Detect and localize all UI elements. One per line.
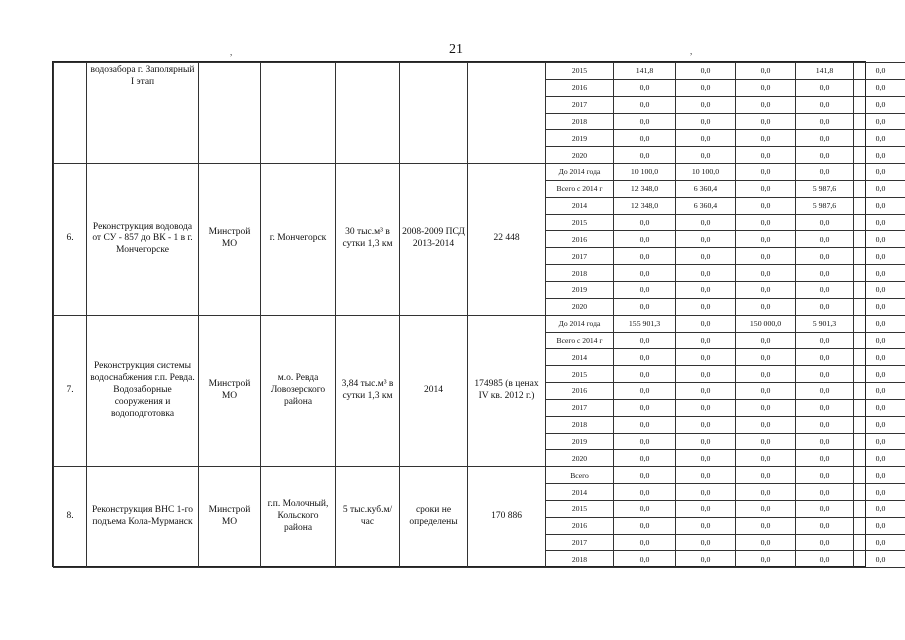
federal-budget-value: 0,0 [676,551,736,568]
local-budget-value: 0,0 [796,433,854,450]
total-value: 0,0 [614,231,676,248]
regional-budget-value: 0,0 [736,517,796,534]
regional-budget-value: 0,0 [736,231,796,248]
location: м.о. Ревда Ловозерского района [261,315,336,467]
total-value: 0,0 [614,130,676,147]
extra-budget-value: 0,0 [854,164,905,181]
year-cell: 2016 [546,383,614,400]
total-value: 0,0 [614,517,676,534]
extra-budget-value: 0,0 [854,315,905,332]
regional-budget-value: 0,0 [736,147,796,164]
item-number: 6. [54,164,87,316]
extra-budget-value: 0,0 [854,180,905,197]
estimated-cost [468,63,546,164]
regional-budget-value: 0,0 [736,248,796,265]
federal-budget-value: 0,0 [676,63,736,80]
local-budget-value: 0,0 [796,113,854,130]
total-value: 0,0 [614,281,676,298]
total-value: 0,0 [614,484,676,501]
extra-budget-value: 0,0 [854,214,905,231]
regional-budget-value: 0,0 [736,551,796,568]
item-number: 7. [54,315,87,467]
extra-budget-value: 0,0 [854,96,905,113]
federal-budget-value: 0,0 [676,113,736,130]
year-cell: 2014 [546,484,614,501]
regional-budget-value: 0,0 [736,467,796,484]
federal-budget-value: 0,0 [676,96,736,113]
table-row [54,63,905,80]
extra-budget-value: 0,0 [854,63,905,80]
scan-speck: , [690,46,693,56]
year-cell: 2015 [546,366,614,383]
table-row [54,315,905,332]
local-budget-value: 0,0 [796,383,854,400]
year-cell: Всего с 2014 г [546,332,614,349]
federal-budget-value: 0,0 [676,130,736,147]
total-value: 155 901,3 [614,315,676,332]
regional-budget-value: 0,0 [736,416,796,433]
regional-budget-value: 0,0 [736,332,796,349]
year-cell: Всего с 2014 г [546,180,614,197]
table-row [54,467,905,484]
total-value: 0,0 [614,399,676,416]
estimated-cost: 174985 (в ценах IV кв. 2012 г.) [468,315,546,467]
local-budget-value: 0,0 [796,551,854,568]
regional-budget-value: 0,0 [736,130,796,147]
local-budget-value: 0,0 [796,366,854,383]
year-cell: 2015 [546,214,614,231]
extra-budget-value: 0,0 [854,113,905,130]
year-cell: 2018 [546,113,614,130]
federal-budget-value: 0,0 [676,433,736,450]
year-cell: 2019 [546,281,614,298]
total-value: 0,0 [614,332,676,349]
responsible-org: Минстрой МО [199,164,261,316]
regional-budget-value: 0,0 [736,383,796,400]
project-name: Реконструкция системы водоснабжения г.п. Ревда. Водозаборные сооружения и водоподготовка [87,315,199,467]
local-budget-value: 5 987,6 [796,180,854,197]
year-cell: Всего [546,467,614,484]
year-cell: 2020 [546,450,614,467]
project-name: водозабора г. Заполярный I этап [87,63,199,164]
extra-budget-value: 0,0 [854,231,905,248]
table-grid [53,62,905,568]
regional-budget-value: 0,0 [736,265,796,282]
extra-budget-value: 0,0 [854,416,905,433]
estimated-cost: 22 448 [468,164,546,316]
federal-budget-value: 0,0 [676,349,736,366]
federal-budget-value: 0,0 [676,147,736,164]
year-cell: 2015 [546,63,614,80]
federal-budget-value: 0,0 [676,416,736,433]
regional-budget-value: 0,0 [736,281,796,298]
extra-budget-value: 0,0 [854,383,905,400]
total-value: 0,0 [614,147,676,164]
item-number [54,63,87,164]
year-cell: 2017 [546,399,614,416]
total-value: 0,0 [614,467,676,484]
capacity [336,63,400,164]
implementation-period: сроки не определены [400,467,468,568]
local-budget-value: 0,0 [796,248,854,265]
local-budget-value: 0,0 [796,534,854,551]
location: г.п. Молочный, Кольского района [261,467,336,568]
capacity: 30 тыс.м³ в сутки 1,3 км [336,164,400,316]
total-value: 0,0 [614,96,676,113]
federal-budget-value: 0,0 [676,484,736,501]
year-cell: 2018 [546,551,614,568]
total-value: 0,0 [614,113,676,130]
total-value: 0,0 [614,79,676,96]
federal-budget-value: 0,0 [676,79,736,96]
year-cell: До 2014 года [546,315,614,332]
regional-budget-value: 0,0 [736,433,796,450]
extra-budget-value: 0,0 [854,79,905,96]
regional-budget-value: 0,0 [736,500,796,517]
year-cell: 2019 [546,130,614,147]
federal-budget-value: 0,0 [676,231,736,248]
extra-budget-value: 0,0 [854,332,905,349]
implementation-period: 2014 [400,315,468,467]
local-budget-value: 0,0 [796,298,854,315]
extra-budget-value: 0,0 [854,197,905,214]
total-value: 0,0 [614,416,676,433]
extra-budget-value: 0,0 [854,433,905,450]
total-value: 0,0 [614,551,676,568]
year-cell: 2020 [546,147,614,164]
local-budget-value: 0,0 [796,450,854,467]
regional-budget-value: 0,0 [736,298,796,315]
local-budget-value: 0,0 [796,416,854,433]
local-budget-value: 0,0 [796,147,854,164]
year-cell: 2018 [546,265,614,282]
extra-budget-value: 0,0 [854,366,905,383]
project-name: Реконструкция водовода от СУ - 857 до ВК - 1 в г. Мончегорске [87,164,199,316]
local-budget-value: 0,0 [796,96,854,113]
extra-budget-value: 0,0 [854,500,905,517]
federal-budget-value: 0,0 [676,265,736,282]
year-cell: 2016 [546,79,614,96]
local-budget-value: 5 901,3 [796,315,854,332]
location: г. Мончегорск [261,164,336,316]
extra-budget-value: 0,0 [854,534,905,551]
local-budget-value: 0,0 [796,349,854,366]
federal-budget-value: 0,0 [676,298,736,315]
federal-budget-value: 0,0 [676,315,736,332]
regional-budget-value: 0,0 [736,79,796,96]
federal-budget-value: 0,0 [676,500,736,517]
total-value: 12 348,0 [614,197,676,214]
regional-budget-value: 0,0 [736,113,796,130]
responsible-org: Минстрой МО [199,315,261,467]
regional-budget-value: 0,0 [736,399,796,416]
federal-budget-value: 6 360,4 [676,197,736,214]
extra-budget-value: 0,0 [854,551,905,568]
total-value: 0,0 [614,265,676,282]
extra-budget-value: 0,0 [854,298,905,315]
extra-budget-value: 0,0 [854,147,905,164]
local-budget-value: 141,8 [796,63,854,80]
extra-budget-value: 0,0 [854,450,905,467]
extra-budget-value: 0,0 [854,517,905,534]
total-value: 0,0 [614,349,676,366]
regional-budget-value: 0,0 [736,450,796,467]
table-row [54,164,905,181]
local-budget-value: 0,0 [796,231,854,248]
implementation-period: 2008-2009 ПСД 2013-2014 [400,164,468,316]
federal-budget-value: 0,0 [676,450,736,467]
regional-budget-value: 0,0 [736,484,796,501]
year-cell: 2015 [546,500,614,517]
local-budget-value: 0,0 [796,130,854,147]
local-budget-value: 0,0 [796,281,854,298]
federal-budget-value: 0,0 [676,467,736,484]
total-value: 12 348,0 [614,180,676,197]
total-value: 0,0 [614,383,676,400]
year-cell: 2016 [546,231,614,248]
extra-budget-value: 0,0 [854,281,905,298]
extra-budget-value: 0,0 [854,484,905,501]
total-value: 10 100,0 [614,164,676,181]
regional-budget-value: 0,0 [736,164,796,181]
capacity: 3,84 тыс.м³ в сутки 1,3 км [336,315,400,467]
regional-budget-value: 150 000,0 [736,315,796,332]
extra-budget-value: 0,0 [854,130,905,147]
year-cell: 2017 [546,248,614,265]
federal-budget-value: 0,0 [676,248,736,265]
year-cell: 2019 [546,433,614,450]
federal-budget-value: 0,0 [676,534,736,551]
local-budget-value: 0,0 [796,500,854,517]
total-value: 0,0 [614,450,676,467]
total-value: 0,0 [614,214,676,231]
total-value: 0,0 [614,534,676,551]
page-number: 21 [449,42,463,57]
location [261,63,336,164]
federal-budget-value: 0,0 [676,332,736,349]
year-cell: 2014 [546,349,614,366]
regional-budget-value: 0,0 [736,534,796,551]
regional-budget-value: 0,0 [736,180,796,197]
year-cell: 2016 [546,517,614,534]
local-budget-value: 0,0 [796,214,854,231]
year-cell: 2017 [546,96,614,113]
total-value: 0,0 [614,366,676,383]
total-value: 141,8 [614,63,676,80]
regional-budget-value: 0,0 [736,349,796,366]
federal-budget-value: 0,0 [676,214,736,231]
investment-table [52,61,886,567]
implementation-period [400,63,468,164]
local-budget-value: 5 987,6 [796,197,854,214]
extra-budget-value: 0,0 [854,467,905,484]
local-budget-value: 0,0 [796,332,854,349]
project-name: Реконструкция ВНС 1-го подъема Кола-Мурманск [87,467,199,568]
total-value: 0,0 [614,298,676,315]
federal-budget-value: 0,0 [676,366,736,383]
local-budget-value: 0,0 [796,265,854,282]
federal-budget-value: 10 100,0 [676,164,736,181]
extra-budget-value: 0,0 [854,349,905,366]
capacity: 5 тыс.куб.м/час [336,467,400,568]
local-budget-value: 0,0 [796,517,854,534]
local-budget-value: 0,0 [796,164,854,181]
total-value: 0,0 [614,433,676,450]
local-budget-value: 0,0 [796,484,854,501]
item-number: 8. [54,467,87,568]
year-cell: До 2014 года [546,164,614,181]
regional-budget-value: 0,0 [736,366,796,383]
federal-budget-value: 0,0 [676,517,736,534]
federal-budget-value: 0,0 [676,383,736,400]
year-cell: 2020 [546,298,614,315]
federal-budget-value: 6 360,4 [676,180,736,197]
year-cell: 2017 [546,534,614,551]
regional-budget-value: 0,0 [736,96,796,113]
local-budget-value: 0,0 [796,399,854,416]
extra-budget-value: 0,0 [854,265,905,282]
responsible-org [199,63,261,164]
responsible-org: Минстрой МО [199,467,261,568]
regional-budget-value: 0,0 [736,214,796,231]
year-cell: 2014 [546,197,614,214]
year-cell: 2018 [546,416,614,433]
extra-budget-value: 0,0 [854,399,905,416]
federal-budget-value: 0,0 [676,281,736,298]
local-budget-value: 0,0 [796,467,854,484]
local-budget-value: 0,0 [796,79,854,96]
federal-budget-value: 0,0 [676,399,736,416]
total-value: 0,0 [614,500,676,517]
regional-budget-value: 0,0 [736,197,796,214]
extra-budget-value: 0,0 [854,248,905,265]
total-value: 0,0 [614,248,676,265]
scan-speck: , [230,47,233,57]
regional-budget-value: 0,0 [736,63,796,80]
estimated-cost: 170 886 [468,467,546,568]
